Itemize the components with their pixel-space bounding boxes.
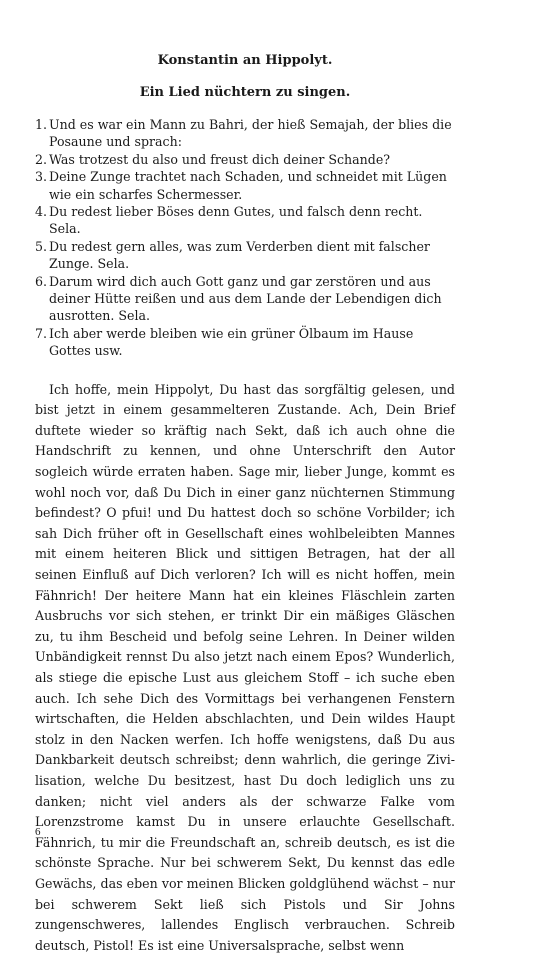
letter-body: Ich hoffe, mein Hippolyt, Du hast das sorgfältig gelesen, und bist jetzt in einem gesammelteren Zustande. Ach, Dein Brief duftete wieder so kräftig nach Sekt, daß ich auch ohne die Handschrift zu kennen, und ohne Unterschrift den Autor sogleich würde erraten haben. Sage mir, lieber Junge, kommt es wohl noch vor, daß Du Dich in einer ganz nüchternen Stimmung befindest? O pfui! und Du hattest doch so schöne Vorbilder; ich sah Dich früher oft in Gesellschaft eines wohlbeleibten Mannes mit einem heiteren Blick und sittigen Betragen, hat der all seinen Einfluß auf Dich verloren? Ich will es nicht hoffen, mein Fähnrich! Der heitere Mann hat ein kleines Fläschlein zarten Ausbruchs vor sich stehen, er trinkt Dir ein mäßiges Gläschen zu, tu ihm Bescheid und befolg seine Lehren. In Deiner wilden Unbändigkeit rennst Du also jetzt nach einem Epos? Wunderlich, als stiege die epische Lust aus gleichem Stoff – ich suche eben auch. Ich sehe Dich des Vormittags bei verhangenen Fenstern wirtschaften, die Helden abschlachten, und Dein wildes Haupt stolz in den Nacken werfen. Ich hoffe wenigstens, daß Du aus Dankbarkeit deutsch schreibst; denn wahrlich, die geringe Zivilisation, welche Du besitzest, hast Du doch lediglich uns zu danken; nicht viel anders als der schwarze Falke vom Lorenzstrome kamst Du in unsere erlauchte Gesellschaft. Fähnrich, tu mir die Freundschaft an, schreib deutsch, es ist die schönste Sprache. Nur bei schwerem Sekt, Du kennst das edle Gewächs, das eben vor meinen Blicken goldglühend wächst – nur bei schwerem Sekt ließ sich Pistols und Sir Johns zungenschweres, lallendes Englisch verbrauchen. Schreib deutsch, Pistol! Es ist eine Universalsprache, selbst wenn [35, 381, 455, 953]
verse-number: 1. [35, 117, 48, 132]
verse-item [35, 273, 455, 325]
verse-number: 4. [35, 204, 48, 220]
verse-item [35, 203, 455, 238]
song-subtitle: Ein Lied nüchtern zu singen. [139, 85, 351, 100]
verse-number: 7. [35, 325, 48, 341]
verse-text: Und es war ein Mann zu Bahri, der hieß Semajah, der blies die Posaune und sprach: [49, 117, 452, 150]
verse-text: Deine Zunge trachtet nach Schaden, und schneidet mit Lügen wie ein scharfes Schermesser. [49, 169, 447, 202]
verse-item [35, 151, 455, 168]
verse-text: Du redest gern alles, was zum Verderben dient mit falscher Zunge. Sela. [49, 238, 430, 272]
letter-title: Konstantin an Hippolyt. [157, 53, 333, 68]
verse-text: Darum wird dich auch Gott ganz und gar zerstören und aus deiner Hütte reißen und aus dem Lande der Lebendigen dich ausrotten. Sela. [49, 273, 442, 324]
verse-number: 5. [35, 238, 48, 254]
verse-text: Du redest lieber Böses denn Gutes, und falsch denn recht. Sela. [49, 204, 423, 237]
verse-number: 6. [35, 273, 48, 289]
verse-list [35, 116, 455, 360]
verse-number: 2. [35, 151, 48, 167]
verse-item [35, 325, 455, 360]
verse-text: Was trotzest du also und freust dich deiner Schande? [49, 151, 391, 167]
verse-text: Ich aber werde bleiben wie ein grüner Ölbaum im Hause Gottes usw. [49, 325, 414, 359]
verse-item [35, 238, 455, 273]
page-number: 6 [35, 826, 41, 838]
verse-item [35, 116, 455, 151]
page-content [35, 40, 455, 956]
verse-item [35, 168, 455, 203]
verse-number: 3. [35, 169, 48, 185]
